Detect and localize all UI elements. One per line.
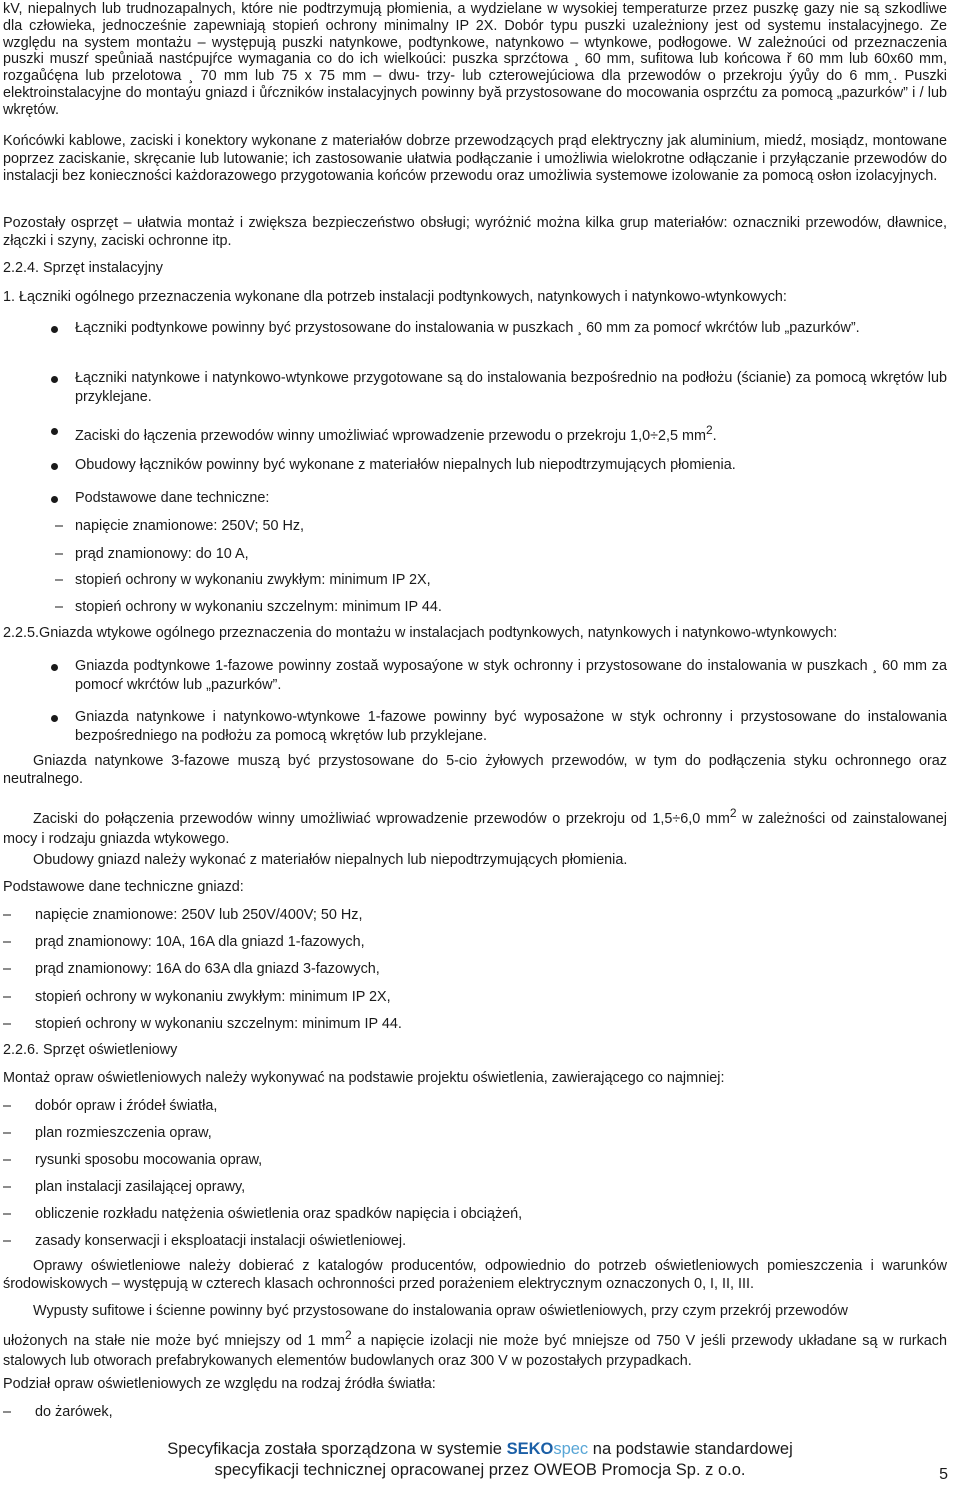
spec-text: napięcie znamionowe: 250V lub 250V/400V; 50 Hz,	[35, 907, 363, 923]
bullet-dot-icon	[51, 715, 58, 722]
logo-seko: SEKO	[506, 1440, 554, 1458]
bullet-dot-icon	[51, 326, 58, 333]
list-text: rysunki sposobu mocowania opraw,	[35, 1152, 263, 1168]
spec-text: prąd znamionowy: 10A, 16A dla gniazd 1-fazowych,	[35, 934, 365, 950]
bullet-text: Podstawowe dane techniczne:	[75, 490, 270, 506]
paragraph-montaz-opraw: Montaż opraw oświetleniowych należy wykonywać na podstawie projektu oświetlenia, zawierającego co najmniej:	[3, 1070, 725, 1086]
spec-text: stopień ochrony w wykonaniu szczelnym: minimum IP 44.	[75, 599, 442, 615]
list-item	[3, 1151, 262, 1169]
bullet-item	[75, 708, 947, 746]
bullet-text: Gniazda natynkowe i natynkowo-wtynkowe 1-fazowe powinny być wyposażone w styk ochronny i przystosowane do instalowania bezpośredniego na podłożu za pomocą wkrętów lub przyklejane.	[75, 709, 947, 744]
spec-list-item	[55, 545, 249, 563]
superscript-2: 2	[705, 423, 713, 437]
zaciski-text-end: w zależności od zainstalowanej mocy i rodzaju gniazda wtykowego.	[3, 810, 947, 847]
wypusty-text-end: a napięcie izolacji nie może być mniejsze od 750 V jeśli przewody układane są w rurkach stalowych lub otworach prefabrykowanych elementów budowlanych oraz 300 V w pozostałych przypadkach.	[3, 1332, 947, 1369]
spec-text: stopień ochrony w wykonaniu szczelnym: minimum IP 44.	[35, 1016, 402, 1032]
footer-line-2: specyfikacji technicznej opracowanej przez OWEOB Promocja Sp. z o.o.	[214, 1461, 746, 1479]
dash-icon: –	[3, 1206, 12, 1222]
dash-icon: –	[3, 934, 12, 950]
paragraph-koncowki: Końcówki kablowe, zaciski i konektory wykonane z materiałów dobrze przewodzących prąd elektryczny jak aluminium, miedź, mosiądz, montowane poprzez zaciskanie, skręcanie lub lutowanie; ich zastosowanie ułatwia podłączanie i umożliwia wielokrotne odłączanie i przyłączanie przewodów do instalacji bez konieczności każdorazowego przygotowania końców przewodu oraz umożliwia systemowe izolowanie za pomocą osłon izolacyjnych.	[3, 133, 947, 184]
dash-icon: –	[3, 907, 12, 923]
paragraph-podzial-opraw: Podział opraw oświetleniowych ze względu na rodzaj źródła światła:	[3, 1376, 436, 1392]
bullet-item	[75, 369, 947, 407]
bullet-dot-icon	[51, 376, 58, 383]
bullet-dot-icon	[51, 428, 58, 435]
list-item	[3, 1205, 522, 1223]
dash-icon: –	[55, 518, 64, 534]
spec-list-item	[55, 571, 431, 589]
dash-icon: –	[3, 1152, 12, 1168]
section-heading-2-2-5: 2.2.5.Gniazda wtykowe ogólnego przeznaczenia do montażu w instalacjach podtynkowych, natynkowych i natynkowo-wtynkowych:	[3, 625, 838, 641]
bullet-item	[75, 456, 947, 475]
bullet-text: Łączniki natynkowe i natynkowo-wtynkowe przygotowane są do instalowania bezpośrednio na podłożu (ścianie) za pomocą wkrętów lub przyklejane.	[75, 370, 947, 405]
bullet-text: Zaciski do łączenia przewodów winny umożliwiać wprowadzenie przewodu o przekroju 1,0÷2,5 mm	[75, 427, 706, 444]
section-heading-2-2-4: 2.2.4. Sprzęt instalacyjny	[3, 260, 163, 276]
bullet-item	[75, 421, 947, 446]
dash-icon: –	[3, 1233, 12, 1249]
list-text: dobór opraw i źródeł światła,	[35, 1098, 218, 1114]
list-item	[3, 1124, 212, 1142]
bullet-text: Obudowy łączników powinny być wykonane z materiałów niepalnych lub niepodtrzymujących płomienia.	[75, 457, 736, 473]
bullet-dot-icon	[51, 664, 58, 671]
spec-list-item	[3, 960, 380, 978]
list-text: plan instalacji zasilającej oprawy,	[35, 1179, 246, 1195]
paragraph-oprawy-dobor: Oprawy oświetleniowe należy dobierać z katalogów producentów, odpowiednio do potrzeb oświetleniowych pomieszczenia i warunków środowiskowych – występują w czterech klasach ochronności przed porażeniem elektrycznym oznaczonych 0, I, II, III.	[3, 1258, 947, 1292]
dash-icon: –	[55, 546, 64, 562]
paragraph-wypusty-line1: Wypusty sufitowe i ścienne powinny być przystosowane do instalowania opraw oświetleniowych, przy czym przekrój przewodów	[33, 1303, 848, 1319]
dash-icon: –	[3, 1404, 12, 1420]
logo-spec: spec	[553, 1440, 589, 1458]
list-text: plan rozmieszczenia opraw,	[35, 1125, 212, 1141]
sekospec-logo	[507, 1440, 589, 1458]
list-item	[3, 1232, 406, 1250]
footer-line-1	[0, 1440, 960, 1459]
list-item	[3, 1403, 113, 1421]
spec-list-item	[3, 988, 391, 1006]
bullet-text-end: .	[712, 427, 717, 444]
section-heading-2-2-6: 2.2.6. Sprzęt oświetleniowy	[3, 1042, 178, 1058]
superscript-2: 2	[729, 806, 737, 820]
bullet-dot-icon	[51, 463, 58, 470]
page-number: 5	[939, 1466, 948, 1483]
list-text: obliczenie rozkładu natężenia oświetlenia oraz spadków napięcia i obciążeń,	[35, 1206, 523, 1222]
paragraph-pozostaly-osprzet: Pozostały osprzęt – ułatwia montaż i zwiększa bezpieczeństwo obsługi; wyróżnić można kilka grup materiałów: oznaczniki przewodów, dławnice, złączki i szyny, zaciski ochronne itp.	[3, 215, 947, 249]
paragraph-wypusty-line2	[3, 1325, 947, 1371]
paragraph-gniazda-3-fazowe: Gniazda natynkowe 3-fazowe muszą być przystosowane do 5-cio żyłowych przewodów, w tym do podłączenia styku ochronnego oraz neutralnego.	[3, 753, 947, 787]
dash-icon: –	[55, 572, 64, 588]
spec-text: prąd znamionowy: 16A do 63A dla gniazd 3-fazowych,	[35, 961, 380, 977]
paragraph-obudowy-gniazd: Obudowy gniazd należy wykonać z materiałów niepalnych lub niepodtrzymujących płomienia.	[33, 852, 628, 868]
bullet-item	[75, 319, 947, 338]
dash-icon: –	[3, 1016, 12, 1032]
list-text: zasady konserwacji i eksploatacji instalacji oświetleniowej.	[35, 1233, 407, 1249]
paragraph-dane-gniazd: Podstawowe dane techniczne gniazd:	[3, 879, 244, 895]
spec-list-item	[3, 1015, 402, 1033]
dash-icon: –	[55, 599, 64, 615]
dash-icon: –	[3, 989, 12, 1005]
bullet-text: Gniazda podtynkowe 1-fazowe powinny zostaă wyposaýone w styk ochronny i przystosowane do instalowania w puszkach ¸ 60 mm za pomocŕ wkrćtów lub „pazurków”.	[75, 658, 947, 693]
wypusty-text: ułożonych na stałe nie może być mniejszy od 1 mm	[3, 1332, 345, 1349]
bullet-item	[75, 657, 947, 695]
paragraph-puszki: kV, niepalnych lub trudnozapalnych, które nie podtrzymują płomienia, a wydzielane w wysokiej temperaturze przez puszkę gazy nie są szkodliwe dla człowieka, jednocześnie zapewniają stopień ochrony minimalny IP 2X. Dobór typu puszki uzależniony jest od systemu instalacyjnego. Ze względu na system montażu – występują puszki natynkowe, podtynkowe, natynkowo – wtynkowe, podłogowe. W zależnoúci od przeznaczenia puszki muszŕ speůniaă nastćpujŕce wymagania co do ich wielkoúci: puszka sprzćtowa ¸ 60 mm, sufitowa lub końcowa ř 60 mm lub 60x60 mm, rozgaůćęna lub przelotowa ¸ 70 mm lub 75 x 75 mm – dwu- trzy- lub czterowejúciowa dla przewodów o przekroju ýyůy do 6 mm˛. Puszki elektroinstalacyjne do montaýu gniazd i ůŕczników instalacyjnych powinny byă przystosowane do mocowania osprzćtu za pomocą „pazurków” i / lub wkrętów.	[3, 1, 947, 118]
list-item	[3, 1097, 217, 1115]
list-item	[3, 1178, 245, 1196]
dash-icon: –	[3, 1125, 12, 1141]
footer-text-end: na podstawie standardowej	[588, 1440, 793, 1458]
zaciski-text: Zaciski do połączenia przewodów winny umożliwiać wprowadzenie przewodów o przekroju od 1,5÷6,0 mm	[33, 810, 730, 827]
paragraph-laczniki-intro: 1. Łączniki ogólnego przeznaczenia wykonane dla potrzeb instalacji podtynkowych, natynkowych i natynkowo-wtynkowych:	[3, 289, 787, 305]
paragraph-zaciski-gniazd	[3, 803, 947, 849]
bullet-dot-icon	[51, 496, 58, 503]
spec-list-item	[3, 933, 365, 951]
spec-text: stopień ochrony w wykonaniu zwykłym: minimum IP 2X,	[35, 989, 391, 1005]
spec-list-item	[55, 517, 304, 535]
spec-text: stopień ochrony w wykonaniu zwykłym: minimum IP 2X,	[75, 572, 431, 588]
dash-icon: –	[3, 1179, 12, 1195]
superscript-2: 2	[345, 1328, 352, 1342]
bullet-text: Łączniki podtynkowe powinny być przystosowane do instalowania w puszkach ¸ 60 mm za pomocŕ wkrćtów lub „pazurków”.	[75, 320, 860, 336]
dash-icon: –	[3, 1098, 12, 1114]
bullet-item	[75, 489, 947, 508]
spec-text: prąd znamionowy: do 10 A,	[75, 546, 249, 562]
dash-icon: –	[3, 961, 12, 977]
spec-list-item	[3, 906, 362, 924]
list-text: do żarówek,	[35, 1404, 113, 1420]
footer-text: Specyfikacja została sporządzona w systemie	[167, 1440, 507, 1458]
spec-list-item	[55, 598, 442, 616]
spec-text: napięcie znamionowe: 250V; 50 Hz,	[75, 518, 305, 534]
